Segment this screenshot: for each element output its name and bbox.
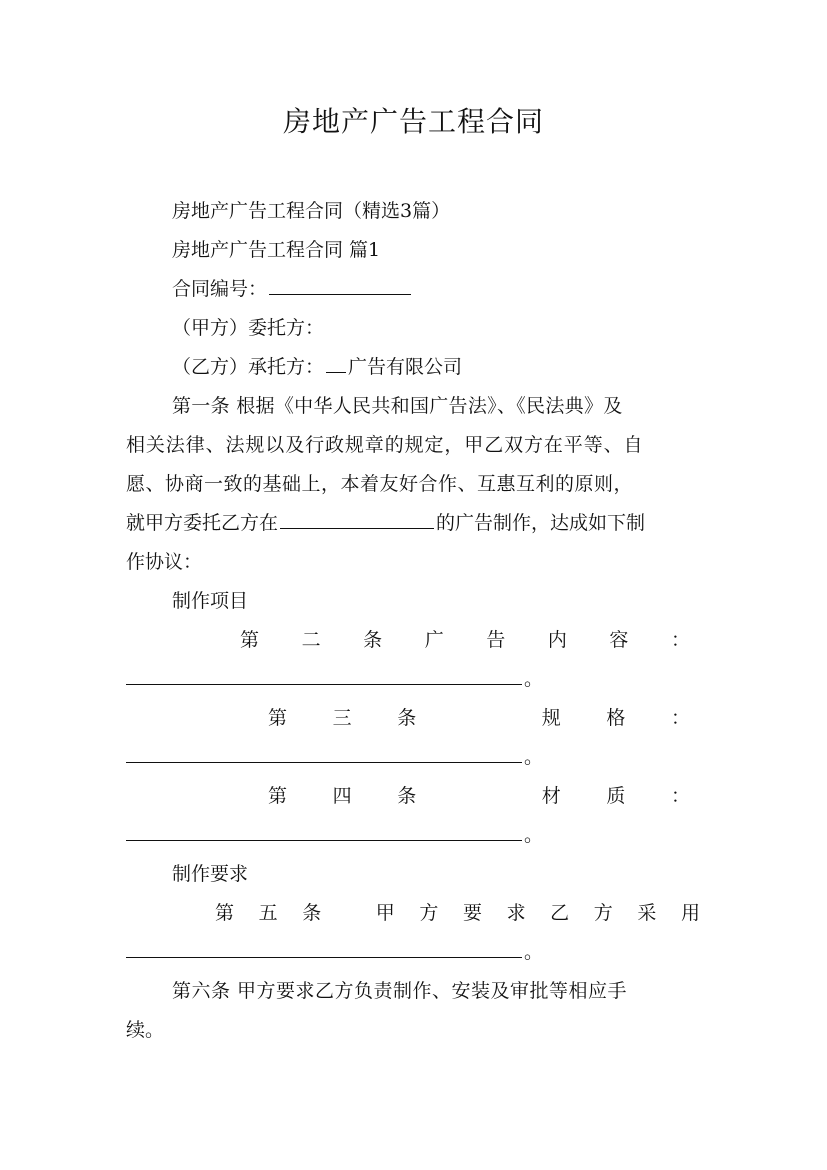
article-5-char: 方 — [593, 902, 613, 924]
article-5-char: 甲 — [375, 902, 395, 924]
article-6-line-1: 第六条 甲方要求乙方负责制作、安装及审批等相应手 — [172, 980, 628, 1002]
article-2-blank-line — [126, 660, 701, 699]
article-3-char: 规 — [541, 707, 561, 729]
article-1-text-post: 的广告制作，达成如下制 — [436, 512, 646, 534]
article-1-line-3: 愿、协商一致的基础上，本着友好合作、互惠互利的原则， — [126, 473, 634, 495]
heading-items: 制作项目 — [172, 590, 249, 612]
article-1-line-5: 作协议： — [126, 551, 203, 573]
article-3-char: 第 — [268, 707, 288, 729]
article-4-line — [268, 777, 690, 816]
article-3-blank-line — [126, 738, 701, 777]
subtitle-line: 房地产广告工程合同（精选3篇） — [172, 200, 451, 222]
article-2-char: 二 — [301, 629, 321, 651]
article-4-char: 材 — [541, 785, 561, 807]
article-5-line — [215, 894, 700, 933]
section-heading: 房地产广告工程合同 篇1 — [172, 239, 381, 261]
article-2-line — [240, 621, 690, 660]
article-3-line — [268, 699, 690, 738]
article-4-end: 。 — [524, 824, 544, 846]
article-5-char: 用 — [680, 902, 700, 924]
article-3-char: 格 — [606, 707, 626, 729]
article-3-char: 条 — [397, 707, 417, 729]
article-1-line-4 — [126, 504, 701, 543]
article-2-char: ： — [670, 629, 690, 651]
article-5-char: 第 — [215, 902, 235, 924]
article-4-char: ： — [670, 785, 690, 807]
article-5-char: 求 — [506, 902, 526, 924]
article-5-char: 乙 — [550, 902, 570, 924]
party-a-line: （甲方）委托方： — [172, 317, 325, 339]
article-4-char: 条 — [397, 785, 417, 807]
article-5-char: 条 — [302, 902, 322, 924]
article-3-char: 三 — [332, 707, 352, 729]
article-2-end: 。 — [524, 668, 544, 690]
article-5-char: 采 — [637, 902, 657, 924]
article-2-blank — [126, 683, 522, 685]
article-2-char: 广 — [424, 629, 444, 651]
article-5-blank-line — [126, 933, 701, 972]
article-2-char: 容 — [609, 629, 629, 651]
party-b-line — [172, 348, 702, 387]
article-4-char: 质 — [606, 785, 626, 807]
article-5-char: 要 — [462, 902, 482, 924]
contract-number-blank — [269, 293, 411, 295]
party-b-label: （乙方）承托方： — [172, 356, 325, 378]
article-3-char: ： — [670, 707, 690, 729]
article-3-end: 。 — [524, 746, 544, 768]
article-6-line-2: 续。 — [126, 1019, 165, 1041]
article-1-line-2: 相关法律、法规以及行政规章的规定，甲乙双方在平等、自 — [126, 434, 644, 456]
article-5-end: 。 — [524, 941, 544, 963]
article-1-text-pre: 就甲方委托乙方在 — [126, 512, 279, 534]
article-4-blank — [126, 839, 522, 841]
article-2-char: 告 — [486, 629, 506, 651]
article-5-char: 五 — [258, 902, 278, 924]
heading-requirements: 制作要求 — [172, 863, 249, 885]
article-5-char: 方 — [419, 902, 439, 924]
article-1-blank — [280, 527, 434, 529]
contract-number-line — [172, 270, 702, 309]
document-title: 房地产广告工程合同 — [282, 105, 544, 138]
article-2-char: 内 — [547, 629, 567, 651]
article-1-line-1: 第一条 根据《中华人民共和国广告法》、《民法典》及 — [172, 395, 623, 417]
article-4-char: 四 — [332, 785, 352, 807]
article-4-char: 第 — [268, 785, 288, 807]
contract-number-label: 合同编号： — [172, 278, 268, 300]
article-3-blank — [126, 761, 522, 763]
party-b-blank — [326, 371, 346, 373]
party-b-company: 广告有限公司 — [348, 356, 463, 378]
article-2-char: 第 — [240, 629, 260, 651]
article-5-blank — [126, 956, 522, 958]
article-2-char: 条 — [363, 629, 383, 651]
article-4-blank-line — [126, 816, 701, 855]
